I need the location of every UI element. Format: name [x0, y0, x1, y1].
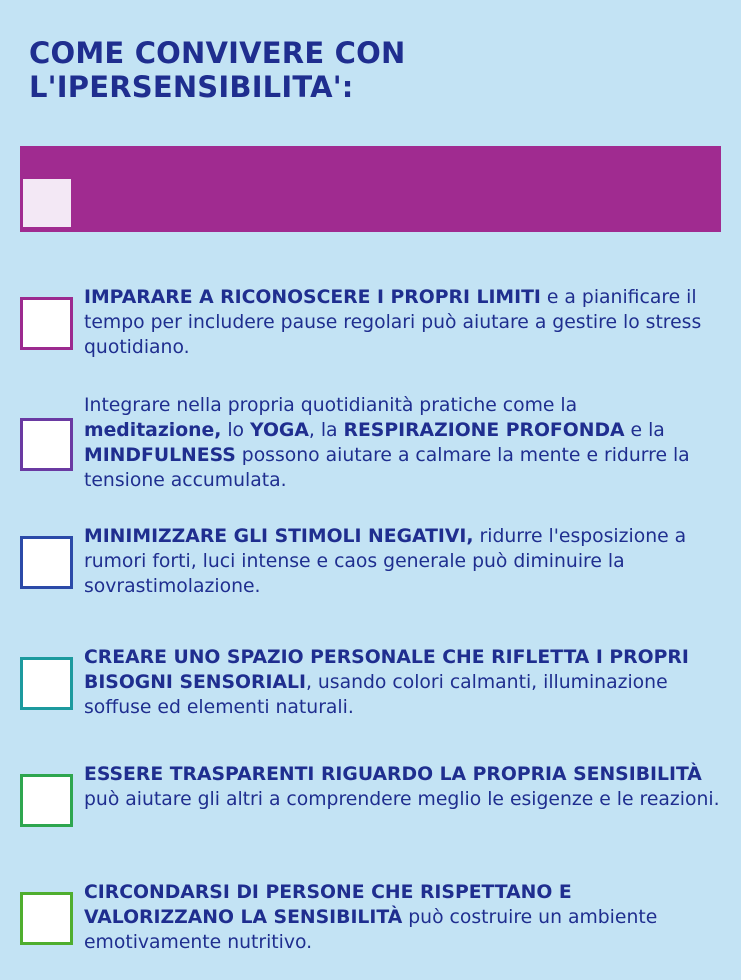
text-segment: può costruire un ambiente emotivamente nutritivo. — [84, 907, 658, 953]
list-item-text — [84, 880, 720, 955]
bold-text: MINIMIZZARE GLI STIMOLI NEGATIVI, — [84, 526, 474, 547]
checkbox[interactable] — [20, 418, 73, 471]
checkbox[interactable] — [20, 892, 73, 945]
bold-text: CREARE UNO SPAZIO PERSONALE CHE RIFLETTA I PROPRI BISOGNI SENSORIALI — [84, 647, 689, 693]
checkbox[interactable] — [20, 657, 73, 710]
text-segment: , usando colori calmanti, illuminazione soffuse ed elementi naturali. — [84, 672, 668, 718]
title-line-2: L'IPERSENSIBILITA': — [29, 70, 354, 104]
text-segment: , la — [308, 420, 344, 441]
bold-text: YOGA — [250, 420, 309, 441]
header-banner — [20, 146, 721, 232]
text-segment: e a pianificare il tempo per includere pause regolari può aiutare a gestire lo stress quotidiano. — [84, 287, 702, 358]
text-segment: possono aiutare a calmare la mente e ridurre la tensione accumulata. — [84, 445, 690, 491]
bold-text: meditazione, — [84, 420, 222, 441]
bold-text: RESPIRAZIONE PROFONDA — [343, 420, 625, 441]
text-segment: ridurre l'esposizione a rumori forti, luci intense e caos generale può diminuire la sovrastimolazione. — [84, 526, 687, 597]
checkbox[interactable] — [20, 297, 73, 350]
bold-text: IMPARARE A RICONOSCERE I PROPRI LIMITI — [84, 287, 541, 308]
list-item-text — [84, 645, 720, 720]
list-item-text — [84, 393, 720, 493]
text-segment: lo — [221, 420, 251, 441]
list-item-text — [84, 762, 720, 812]
list-item-text — [84, 524, 720, 599]
list-item-text — [84, 285, 720, 360]
checkbox[interactable] — [20, 774, 73, 827]
bold-text: MINDFULNESS — [84, 445, 236, 466]
bold-text: CIRCONDARSI DI PERSONE CHE RISPETTANO E VALORIZZANO LA SENSIBILITÀ — [84, 882, 572, 928]
banner-checkbox — [23, 179, 71, 227]
bold-text: ESSERE TRASPARENTI RIGUARDO LA PROPRIA SENSIBILITÀ — [84, 764, 702, 785]
text-segment: e la — [624, 420, 665, 441]
text-segment: può aiutare gli altri a comprendere meglio le esigenze e le reazioni. — [84, 789, 720, 810]
text-segment: Integrare nella propria quotidianità pratiche come la — [84, 395, 578, 416]
checkbox[interactable] — [20, 536, 73, 589]
title-line-1: COME CONVIVERE CON — [29, 36, 406, 70]
page-title — [29, 36, 709, 104]
